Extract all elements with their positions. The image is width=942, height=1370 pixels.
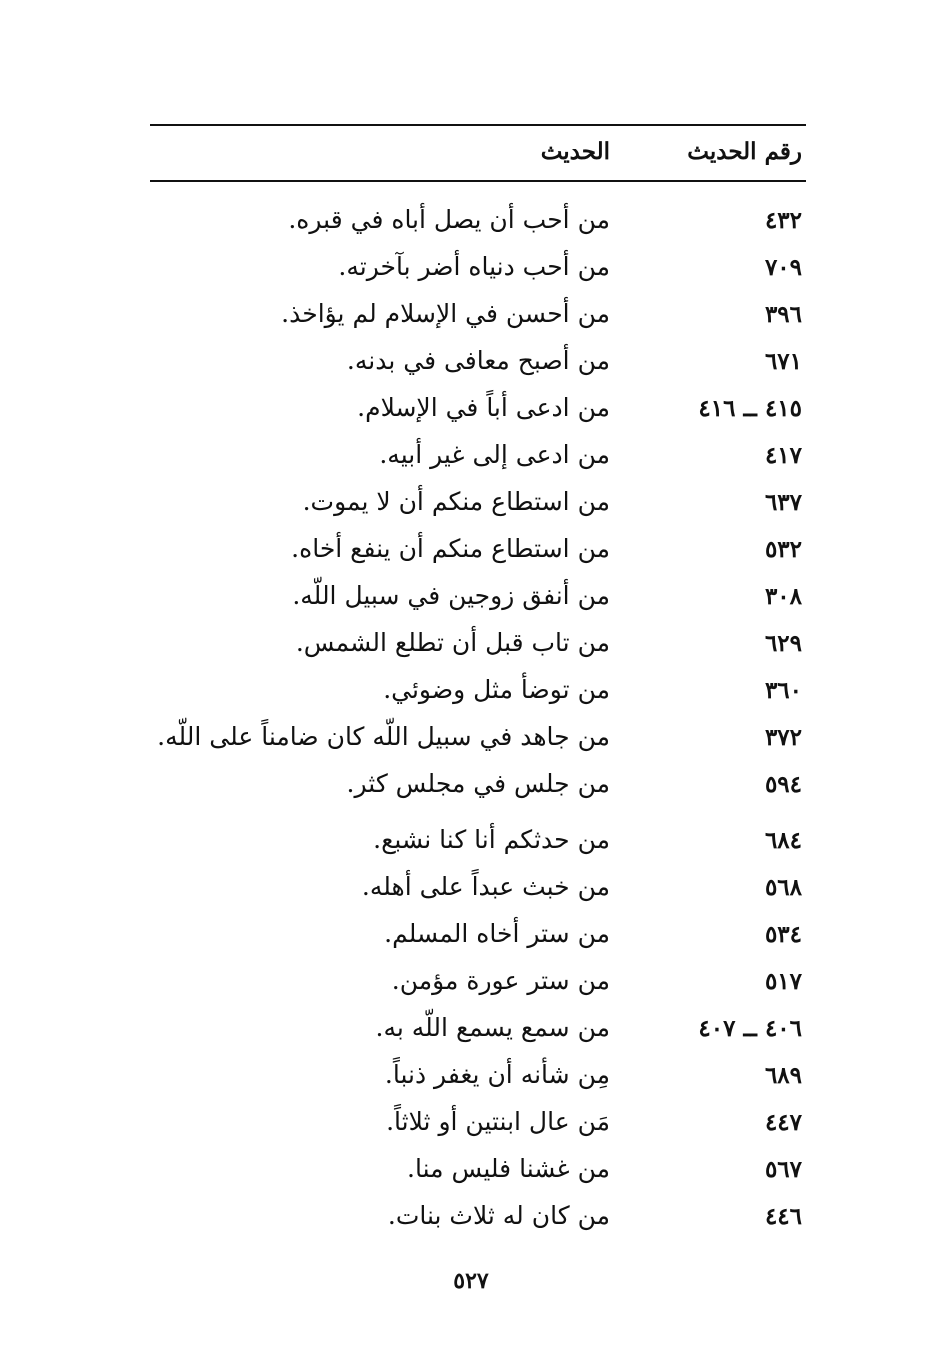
hadith-text: من جاهد في سبيل اللّه كان ضامناً على اللّه.	[157, 722, 610, 751]
hadith-text: من ادعى أباً في الإسلام.	[357, 393, 610, 422]
top-rule	[150, 124, 806, 126]
header-hadith-number: رقم الحديث	[687, 138, 802, 165]
hadith-text: من أحب دنياه أضر بآخرته.	[338, 252, 610, 281]
hadith-number: ٣٩٦	[764, 301, 802, 328]
table-row	[150, 626, 806, 673]
hadith-text: من أصبح معافى في بدنه.	[346, 346, 610, 375]
hadith-text: من أحب أن يصل أباه في قبره.	[288, 205, 610, 234]
hadith-number: ٣٧٢	[764, 724, 802, 751]
hadith-number: ٦٨٤	[764, 827, 802, 854]
hadith-number: ٤٣٢	[764, 207, 802, 234]
hadith-text: من توضأ مثل وضوئي.	[383, 675, 610, 704]
table-row	[150, 485, 806, 532]
table-row	[150, 720, 806, 767]
hadith-number: ٥٩٤	[764, 771, 802, 798]
hadith-number: ٧٠٩	[764, 254, 802, 281]
table-row	[150, 870, 806, 917]
hadith-text: من جلس في مجلس كثر.	[346, 769, 610, 798]
hadith-number: ٥٣٢	[764, 536, 802, 563]
hadith-number: ٤٤٧	[764, 1109, 802, 1136]
hadith-text: من سمع يسمع اللّه به.	[375, 1013, 610, 1042]
table-row	[150, 297, 806, 344]
hadith-text: من ستر عورة مؤمن.	[391, 966, 610, 995]
hadith-number: ٣٠٨	[764, 583, 802, 610]
page-number: ٥٢٧	[453, 1268, 489, 1294]
table-row	[150, 1058, 806, 1105]
table-header	[150, 134, 806, 174]
hadith-text: من غشنا فليس منا.	[407, 1154, 610, 1183]
table-row	[150, 1011, 806, 1058]
hadith-number: ٣٦٠	[764, 677, 802, 704]
table-row	[150, 532, 806, 579]
table-row	[150, 250, 806, 297]
table-row	[150, 344, 806, 391]
hadith-text: من تاب قبل أن تطلع الشمس.	[295, 628, 610, 657]
hadith-text: من استطاع منكم أن لا يموت.	[302, 487, 610, 516]
hadith-number: ٥٦٨	[764, 874, 802, 901]
hadith-text: من كان له ثلاث بنات.	[387, 1201, 610, 1230]
table-row	[150, 767, 806, 814]
hadith-text: مَن عال ابنتين أو ثلاثاً.	[386, 1107, 610, 1136]
hadith-number: ٦٨٩	[764, 1062, 802, 1089]
table-row	[150, 673, 806, 720]
table-row	[150, 823, 806, 870]
hadith-number: ٦٢٩	[764, 630, 802, 657]
table-row	[150, 579, 806, 626]
table-row	[150, 1152, 806, 1199]
table-row	[150, 917, 806, 964]
hadith-number: ٤١٧	[764, 442, 802, 469]
hadith-text: مِن شأنه أن يغفر ذنباً.	[384, 1060, 610, 1089]
hadith-text: من خبث عبداً على أهله.	[361, 872, 610, 901]
hadith-number: ٤٠٦ ــ ٤٠٧	[698, 1015, 802, 1042]
table-row	[150, 391, 806, 438]
hadith-text: من حدثكم أنا كنا نشبع.	[373, 825, 610, 854]
header-hadith: الحديث	[540, 138, 610, 165]
hadith-number: ٦٣٧	[764, 489, 802, 516]
hadith-text: من أنفق زوجين في سبيل اللّه.	[292, 581, 610, 610]
hadith-text: من أحسن في الإسلام لم يؤاخذ.	[281, 299, 610, 328]
hadith-number: ٥٣٤	[764, 921, 802, 948]
hadith-index-list	[150, 203, 806, 1246]
hadith-number: ٥١٧	[764, 968, 802, 995]
table-row	[150, 203, 806, 250]
hadith-number: ٦٧١	[764, 348, 802, 375]
table-row	[150, 438, 806, 485]
table-row	[150, 964, 806, 1011]
hadith-number: ٤١٥ ــ ٤١٦	[698, 395, 802, 422]
table-row	[150, 1199, 806, 1246]
hadith-number: ٥٦٧	[764, 1156, 802, 1183]
hadith-text: من استطاع منكم أن ينفع أخاه.	[291, 534, 610, 563]
hadith-number: ٤٤٦	[764, 1203, 802, 1230]
hadith-text: من ادعى إلى غير أبيه.	[379, 440, 610, 469]
table-row	[150, 1105, 806, 1152]
header-rule	[150, 180, 806, 182]
hadith-text: من ستر أخاه المسلم.	[384, 919, 610, 948]
